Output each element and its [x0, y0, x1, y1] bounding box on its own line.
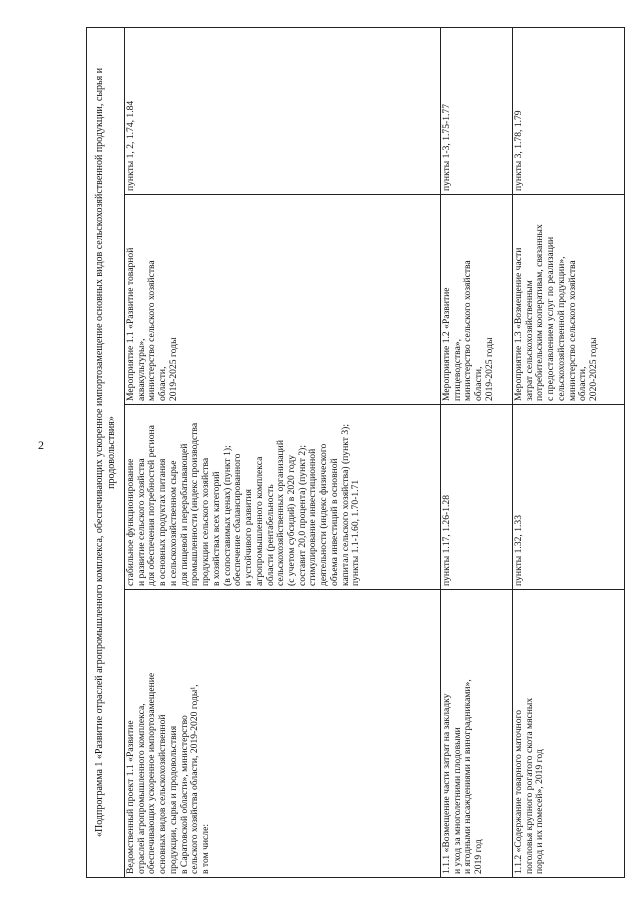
cell-text: Мероприятие 1.3 «Возмещение части затрат сельскохозяйственным потребительским кооперативам, связанных с предоставлением услуг по реализации сельскохозяйственной продукции», министерство сельского хозяйства области, 2020-2025 годы	[513, 224, 600, 401]
table-cell	[513, 590, 625, 878]
cell-text: пункты 1.17, 1.26-1.28	[441, 495, 452, 586]
cell-text: 1.1.1 «Возмещение части затрат на закладку и уход за многолетними плодовыми и ягодными насаждениями и виноградниками», 2019 год	[441, 679, 485, 874]
table-cell	[513, 405, 625, 590]
cell-text: Ведомственный проект 1.1 «Развитие отраслей агропромышленного комплекса, обеспечивающих ускоренное импортозамещение основных видов сельскохозяйственной продукции, сырья и продовольствия в Саратовской области», министерство сельского хозяйства области, 2019-2020 годы¹, в том числе:	[125, 672, 212, 874]
table-cell	[125, 590, 441, 878]
page-number: 2	[38, 438, 44, 452]
table-cell	[513, 27, 625, 194]
cell-text: пункты 1, 2, 1.74, 1.84	[125, 100, 136, 191]
table-cell	[125, 405, 441, 590]
table-cell	[441, 27, 513, 194]
cell-text: 1.1.2 «Содержание товарного маточного поголовья крупного рогатого скота мясных пород и их помесей», 2019 год	[513, 697, 546, 874]
table-cell	[125, 195, 441, 405]
table-cell	[441, 405, 513, 590]
rotated-landscape-page	[86, 28, 624, 878]
table-cell	[441, 195, 513, 405]
table-cell	[441, 590, 513, 878]
cell-text: Мероприятие 1.1 «Развитие товарной аквакультуры», министерство сельского хозяйства области, 2019-2025 годы	[125, 247, 179, 401]
table-row	[125, 27, 441, 877]
table-row	[513, 27, 625, 877]
table-cell	[125, 27, 441, 194]
cell-text: пункты 1.32, 1.33	[513, 514, 524, 586]
subprogram-title: «Подпрограмма 1 «Развитие отраслей агропромышленного комплекса, обеспечивающих ускоренное импортозамещение основных видов сельскохозяйственной продукции, сырья и продовольствия»	[94, 67, 117, 838]
cell-text: пункты 3, 1.78, 1.79	[513, 110, 524, 191]
cell-text: стабильное функционирование и развитие сельского хозяйства для обеспечения потребностей региона в основных продуктах питания и сельскохозяйственном сырье для пищевой и перерабатывающей промышленности (индекс производства продукции сельского хозяйства в хозяйствах всех категорий (в сопоставимых ценах) (пункт 1); обеспечение сбалансированного и устойчивого развития агропромышленного комплекса области (рентабельность сельскохозяйственных организаций (с учетом субсидий) в 2020 году составит 20,0 процента) (пункт 2); стимулирование инвестиционной деятельности (индекс физического объема инвестиций в основной капитал сельского хозяйства) (пункт 3); пункты 1.1-1.60, 1.70-1.71	[125, 422, 362, 586]
cell-text: пункты 1-3, 1.75-1.77	[441, 104, 452, 191]
table-cell	[513, 195, 625, 405]
table-header	[87, 27, 125, 877]
subprogram-table	[86, 27, 625, 878]
cell-text: Мероприятие 1.2 «Развитие птицеводства», министерство сельского хозяйства области, 2019-2025 годы	[441, 260, 495, 401]
table-row	[441, 27, 513, 877]
